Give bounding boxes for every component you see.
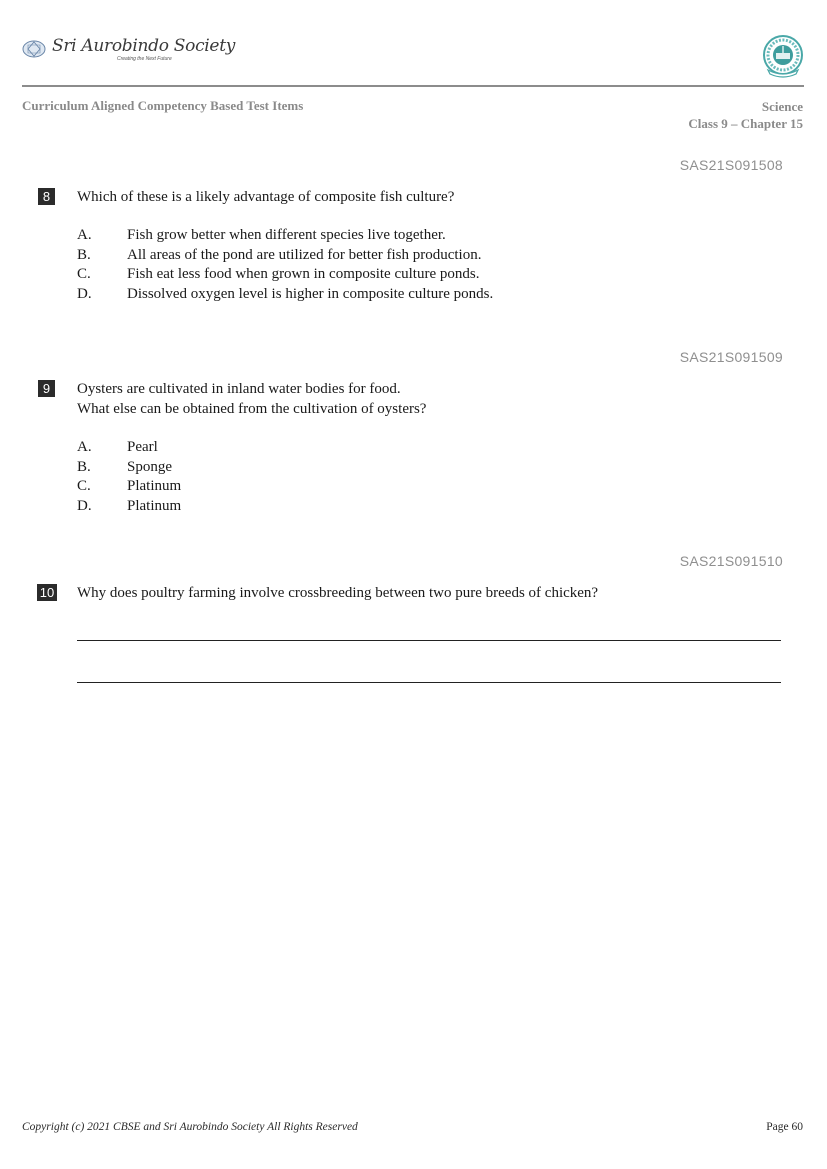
option-letter: A. bbox=[77, 439, 92, 455]
option-c[interactable] bbox=[77, 477, 181, 497]
subject-label: Science bbox=[761, 99, 803, 114]
option-letter: C. bbox=[77, 266, 91, 282]
option-text: All areas of the pond are utilized for better fish production. bbox=[127, 247, 482, 263]
sri-aurobindo-society-emblem-icon bbox=[22, 40, 46, 58]
option-text: Dissolved oxygen level is higher in composite culture ponds. bbox=[127, 286, 494, 302]
logo-tagline: Creating the Next Future bbox=[117, 56, 172, 62]
option-a[interactable] bbox=[77, 226, 446, 246]
option-letter: B. bbox=[77, 459, 91, 475]
question-code: SAS21S091509 bbox=[679, 349, 783, 365]
option-letter: B. bbox=[77, 247, 91, 263]
sri-aurobindo-society-logo bbox=[22, 36, 236, 66]
option-text: Platinum bbox=[127, 498, 182, 514]
answer-line-1[interactable] bbox=[77, 640, 781, 641]
logo-wordmark: Sri Aurobindo Society bbox=[52, 36, 236, 56]
option-letter: A. bbox=[77, 227, 92, 243]
option-a[interactable] bbox=[77, 438, 158, 458]
header-divider bbox=[22, 85, 804, 87]
option-text: Platinum bbox=[127, 478, 182, 494]
question-number-badge: 10 bbox=[37, 584, 57, 601]
option-letter: D. bbox=[77, 286, 92, 302]
option-d[interactable] bbox=[77, 285, 493, 305]
option-text: Pearl bbox=[127, 439, 158, 455]
question-text: Which of these is a likely advantage of composite fish culture? bbox=[77, 189, 455, 205]
page-number: Page 60 bbox=[766, 1121, 803, 1133]
question-text: Why does poultry farming involve crossbreeding between two pure breeds of chicken? bbox=[77, 585, 599, 601]
question-code: SAS21S091508 bbox=[679, 157, 783, 173]
option-d[interactable] bbox=[77, 497, 181, 517]
option-letter: D. bbox=[77, 498, 92, 514]
class-chapter-label: Class 9 – Chapter 15 bbox=[688, 116, 803, 131]
cbse-logo bbox=[760, 34, 806, 80]
option-text: Fish eat less food when grown in composite culture ponds. bbox=[127, 266, 480, 282]
option-text: Sponge bbox=[127, 459, 172, 475]
document-title: Curriculum Aligned Competency Based Test Items bbox=[22, 98, 304, 113]
copyright-notice: Copyright (c) 2021 CBSE and Sri Aurobindo Society All Rights Reserved bbox=[22, 1121, 358, 1133]
question-number-badge: 8 bbox=[38, 188, 55, 205]
option-letter: C. bbox=[77, 478, 91, 494]
question-code: SAS21S091510 bbox=[679, 553, 783, 569]
cbse-emblem-icon bbox=[760, 34, 806, 80]
subject-info bbox=[688, 98, 803, 132]
question-text-line-1: Oysters are cultivated in inland water bodies for food. bbox=[77, 381, 401, 397]
question-number-badge: 9 bbox=[38, 380, 55, 397]
answer-line-2[interactable] bbox=[77, 682, 781, 683]
option-b[interactable] bbox=[77, 458, 172, 478]
question-text-line-2: What else can be obtained from the cultivation of oysters? bbox=[77, 401, 427, 417]
option-text: Fish grow better when different species live together. bbox=[127, 227, 446, 243]
option-c[interactable] bbox=[77, 265, 479, 285]
option-b[interactable] bbox=[77, 246, 481, 266]
